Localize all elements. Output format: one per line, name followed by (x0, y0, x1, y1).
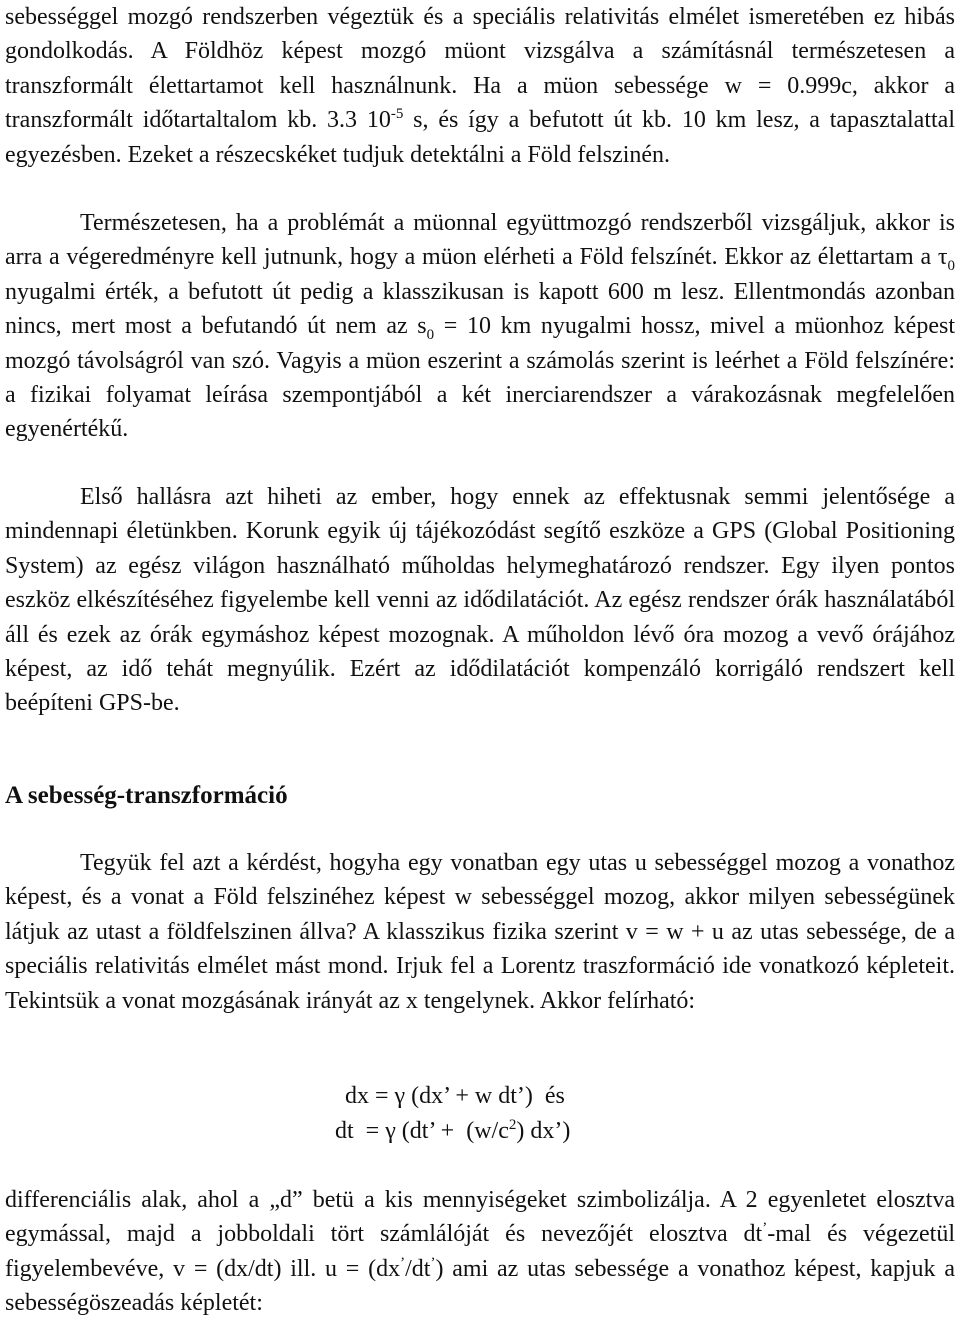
equation-dt (335, 1118, 570, 1145)
paragraph-velocity-question: Tegyük fel azt a kérdést, hogyha egy vonatban egy utas u sebességgel mozog a vonathoz képest, és a vonat a Föld felszinéhez képest w sebességgel mozog, akkor milyen sebességünek látjuk az utast a földfelszinen állva? A klasszikus fizika szerint v = w + u az utas sebessége, de a speciális relativitás elmélet mást mond. Irjuk fel a Lorentz traszformáció ide vonatkozó képleteit. Tekintsük a vonat mozgásának irányát az x tengelynek. Akkor felírható: (5, 850, 955, 1014)
text-segment: sebességgel mozgó rendszerben végeztük és a speciális relativitás elmélet ismeretében ez hibás gondolkodás. A Földhöz képest mozgó müont vizsgálva a számításnál természetesen a transzformált élettartamot kell használnunk. Ha a müon sebessége w = 0.999c, akkor a transzformált időtartaltalom kb. 3.3 10 (5, 4, 955, 134)
text-segment: ) ami az utas sebessége a vonathoz képest, kapjuk a sebességöszeadás képletét: (5, 1255, 955, 1317)
equation-dx: dx = γ (dx’ + w dt’) és (345, 1083, 565, 1109)
prime-mark: ’ (430, 1254, 436, 1271)
section-heading: A sebesség-transzformáció (5, 782, 288, 809)
text-segment: nyugalmi érték, a befutott út pedig a klasszikusan is kapott 600 m lesz. Ellentmondás azonban nincs, mert most a befutandó út nem az s (5, 278, 955, 340)
exponent: -5 (390, 106, 404, 123)
text-segment: dt = γ (dt’ + (w/c (335, 1118, 509, 1144)
prime-mark: ’ (762, 1220, 768, 1237)
text-segment: s, és így a befutott út kb. 10 km lesz, a tapasztalattal egyezésben. Ezeket a részecskéket tudjuk detektálni a Föld felszinén. (5, 107, 955, 168)
paragraph-muon-rest-frame (5, 206, 955, 447)
paragraph-differential (5, 1183, 955, 1321)
text-segment: Természetesen, ha a problémát a müonnal együttmozgó rendszerből vizsgáljuk, akkor is arra a végeredményre kell jutnunk, hogy a müon elérheti a Föld felszínét. Ekkor az élettartam a τ (5, 210, 955, 271)
text-segment: differenciális alak, ahol a „d” betü a kis mennyiségeket szimbolizálja. A 2 egyenletet elosztva egymással, majd a jobboldali tört számlálóját és nevezőjét elosztva dt (5, 1187, 955, 1248)
exponent: 2 (508, 1117, 517, 1133)
subscript: 0 (947, 258, 955, 275)
text-segment: -mal és végezetül figyelembevéve, v = (dx/dt) ill. u = (dx (5, 1221, 956, 1282)
text-segment: /dt (405, 1255, 431, 1282)
text-segment: = 10 km nyugalmi hossz, mivel a müonhoz képest mozgó távolságról van szó. Vagyis a müon eszerint a számolás szerint is leérhet a Föld felszínére: a fizikai folyamat leírása szempontjából a két inerciarendszer a várakozásnak megfelelően egyenértékű. (5, 313, 955, 443)
text-segment: ) dx’) (516, 1118, 571, 1144)
paragraph-muon-transformed (5, 0, 955, 172)
paragraph-gps: Első hallásra azt hiheti az ember, hogy ennek az effektusnak semmi jelentősége a mindennapi életünkben. Korunk egyik új tájékozódást segítő eszköze a GPS (Global Positioning System) az egész világon használható műholdas helymeghatározó rendszer. Egy ilyen pontos eszköz elkészítéséhez figyelembe kell venni az idődilatációt. Az egész rendszer órák használatából áll és ezek az órák egymáshoz képest mozognak. A műholdon lévő óra mozog a vevő órájához képest, az idő tehát megnyúlik. Ezért az idődilatációt kompenzáló korrigáló rendszert kell beépíteni GPS-be. (5, 484, 955, 717)
prime-mark: ’ (400, 1254, 406, 1271)
subscript: 0 (426, 327, 435, 344)
